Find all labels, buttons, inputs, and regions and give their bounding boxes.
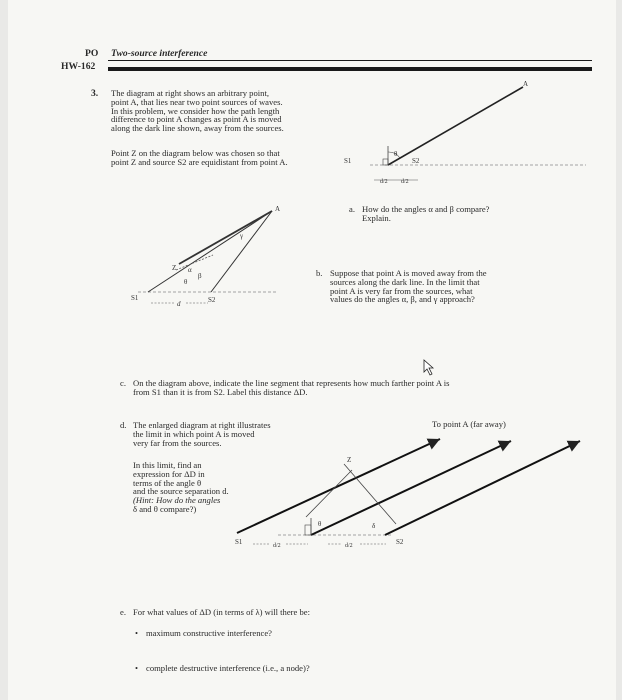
limit-line: In this limit, find an: [133, 460, 202, 470]
source-1-label: S1: [235, 538, 243, 546]
diagram-layer: [8, 0, 616, 700]
part-b-line: point A is very far from the sources, what: [330, 285, 473, 296]
perpendicular-line: [306, 470, 352, 517]
dark-line: [388, 87, 523, 165]
path-s2: [211, 211, 272, 292]
point-z-label: Z: [347, 456, 352, 464]
limit-line: (Hint: How do the angles: [133, 495, 221, 506]
alpha-label: α: [188, 266, 192, 274]
homework-code: HW-162: [61, 61, 96, 72]
part-e-bullet: complete destructive interference (i.e., a node)?: [146, 663, 310, 673]
page-title: Two-source interference: [111, 48, 208, 59]
dark-line: [179, 211, 272, 264]
theta-label: θ: [394, 150, 398, 158]
part-a-line: How do the angles α and β compare?: [362, 204, 490, 214]
part-b-line: values do the angles α, β, and γ approach?: [330, 294, 475, 305]
part-b-label: b.: [316, 268, 323, 278]
course-label: PO: [85, 48, 99, 59]
part-d-label: d.: [120, 420, 127, 430]
part-c-label: c.: [120, 378, 126, 388]
diagram-enlarged: [235, 439, 580, 549]
bullet-dot: •: [135, 628, 139, 638]
intro-line: difference to point A changes as point A is moved: [111, 114, 282, 125]
half-d-label: d/2: [380, 179, 388, 185]
limit-line: and the source separation d.: [133, 486, 229, 497]
right-angle-mark: [305, 525, 311, 535]
bullet-dot: •: [135, 663, 139, 673]
part-c-line: On the diagram above, indicate the line segment that represents how much farther point A is: [133, 378, 450, 388]
half-d-label: d/2: [273, 543, 281, 549]
source-2-label: S2: [208, 296, 216, 304]
part-d-line: very far from the sources.: [133, 437, 222, 448]
theta-label: θ: [318, 520, 322, 528]
intro-line: point A, that lies near two point sources of waves.: [111, 96, 283, 107]
source-2-label: S2: [412, 157, 420, 165]
worksheet-page: [8, 0, 616, 700]
part-b-line: Suppose that point A is moved away from the: [330, 268, 487, 278]
source-2-label: S2: [396, 538, 404, 546]
part-d-line: the limit in which point A is moved: [133, 428, 255, 439]
half-d-label: d/2: [345, 543, 353, 549]
source-1-label: S1: [131, 294, 139, 302]
part-a-label: a.: [349, 204, 355, 214]
right-angle-mark: [383, 159, 388, 165]
part-e-bullet: maximum constructive interference?: [146, 628, 272, 638]
source-1-label: S1: [344, 157, 352, 165]
far-away-label: To point A (far away): [432, 419, 506, 429]
z-note-line: Point Z on the diagram below was chosen so that: [111, 148, 280, 158]
point-z-label: Z: [172, 264, 177, 272]
intro-line: The diagram at right shows an arbitrary point,: [111, 88, 269, 98]
half-d-label: d/2: [401, 179, 409, 185]
part-e-question: For what values of ΔD (in terms of λ) will there be:: [133, 607, 310, 617]
mouse-cursor-icon: [424, 360, 433, 375]
problem-number: 3.: [91, 88, 99, 99]
intro-line: In this problem, we consider how the path length: [111, 105, 280, 116]
diagram-top-right: [344, 80, 586, 185]
point-a-label: A: [275, 205, 281, 213]
beta-label: β: [198, 272, 202, 280]
intro-line: along the dark line shown, away from the sources.: [111, 123, 284, 134]
part-a-line: Explain.: [362, 212, 391, 223]
gamma-label: γ: [240, 232, 244, 240]
part-e-label: e.: [120, 607, 126, 617]
limit-line: expression for ΔD in: [133, 468, 205, 479]
d-label: d: [177, 300, 181, 308]
part-b-line: sources along the dark line. In the limit that: [330, 276, 480, 287]
ray-s1: [237, 439, 440, 533]
delta-label: δ: [372, 522, 376, 530]
theta-label: θ: [184, 278, 188, 286]
path-s1: [148, 211, 272, 292]
limit-line: terms of the angle θ: [133, 477, 202, 488]
diagram-middle: [131, 205, 280, 308]
part-c-line: from S1 than it is from S2. Label this distance ΔD.: [133, 386, 308, 397]
part-d-line: The enlarged diagram at right illustrates: [133, 420, 271, 430]
z-note-line: point Z and source S2 are equidistant from point A.: [111, 156, 288, 167]
limit-line: δ and θ compare?): [133, 503, 197, 514]
point-a-label: A: [523, 80, 529, 88]
